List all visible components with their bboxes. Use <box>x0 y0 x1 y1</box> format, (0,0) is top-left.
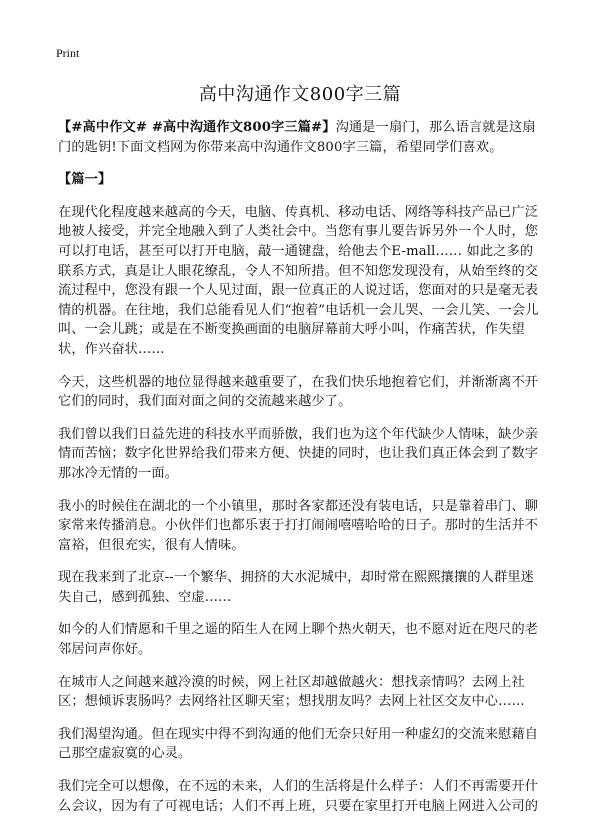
intro-text: 沟通是一扇门，那么语言就是这扇门的匙钥!下面文档网为你带来高中沟通作文800字三篇，希望同学们喜欢。 <box>58 120 536 155</box>
paragraph-9: 我们完全可以想像，在不远的未来，人们的生活将是什么样子：人们不再需要开什么会议，因为有了可视电话；人们不再上班，只要在家里打开电脑上网进入公司的 <box>58 779 539 814</box>
paragraph-2: 今天，这些机器的地位显得越来越重要了，在我们快乐地抱着它们，并渐渐离不开它们的同时，我们面对面之间的交流越来越少了。 <box>58 374 539 410</box>
paragraph-5: 现在我来到了北京--一个繁华、拥挤的大水泥城中，却时常在熙熙攘攘的人群里迷失自己，感到孤独、空虚…… <box>58 570 535 605</box>
paragraph-3: 我们曾以我们日益先进的科技水平而骄傲，我们也为这个年代缺少人情味，缺少亲情而苦恼；数字化世界给我们带来方便、快捷的同时，也让我们真正体会到了数字那冰冷无情的一面。 <box>58 426 539 481</box>
paragraph-1: 在现代化程度越来越高的今天，电脑、传真机、移动电话、网络等科技产品已广泛地被人接受，并完全地融入到了人类社会中。当您有事儿要告诉另外一个人时，您可以打电话，甚至可以打开电脑，敲一通键盘，给他去个E-mall…… 如此之多的联系方式，真是让人眼花缭乱，令人不知所措。但不知您发现没有，从始至终的交流过程中，您没有跟一个人见过面，跟一位真正的人说过话，您面对的只是毫无表情的机器。在往地，我们总能看见人们“抱着”电话机一会儿哭、一会儿笑、一会儿叫、一会儿跳；或是在不断变换画面的电脑屏幕前大呼小叫，作痛苦状，作失望状，作兴奋状…… <box>58 204 539 357</box>
document-title: 高中沟通作文800字三篇 <box>198 84 402 105</box>
section-heading: 【篇一】 <box>58 172 112 188</box>
paragraph-4: 我小的时候住在湖北的一个小镇里，那时各家都还没有装电话，只是靠着串门、聊家常来传播消息。小伙伴们也都乐衷于打打闹闹嘻嘻哈哈的日子。那时的生活并不富裕，但很充实，很有人情味。 <box>58 498 539 553</box>
paragraph-8: 我们渴望沟通。但在现实中得不到沟通的他们无奈只好用一种虚幻的交流来慰藉自己那空虚寂寞的心灵。 <box>58 726 539 762</box>
intro-tags: 【#高中作文# #高中沟通作文800字三篇#】 <box>58 120 336 135</box>
document-body <box>58 118 544 829</box>
print-label: Print <box>56 46 80 60</box>
paragraph-6: 如今的人们情愿和千里之遥的陌生人在网上聊个热火朝天，也不愿对近在咫尺的老邻居问声你好。 <box>58 622 539 658</box>
paragraph-7: 在城市人之间越来越冷漠的时候，网上社区却越做越火：想找亲情吗？去网上社区；想倾诉衷肠吗？去网络社区聊天室；想找朋友吗？去网上社区交友中心…… <box>58 674 525 710</box>
intro-paragraph <box>58 118 544 157</box>
